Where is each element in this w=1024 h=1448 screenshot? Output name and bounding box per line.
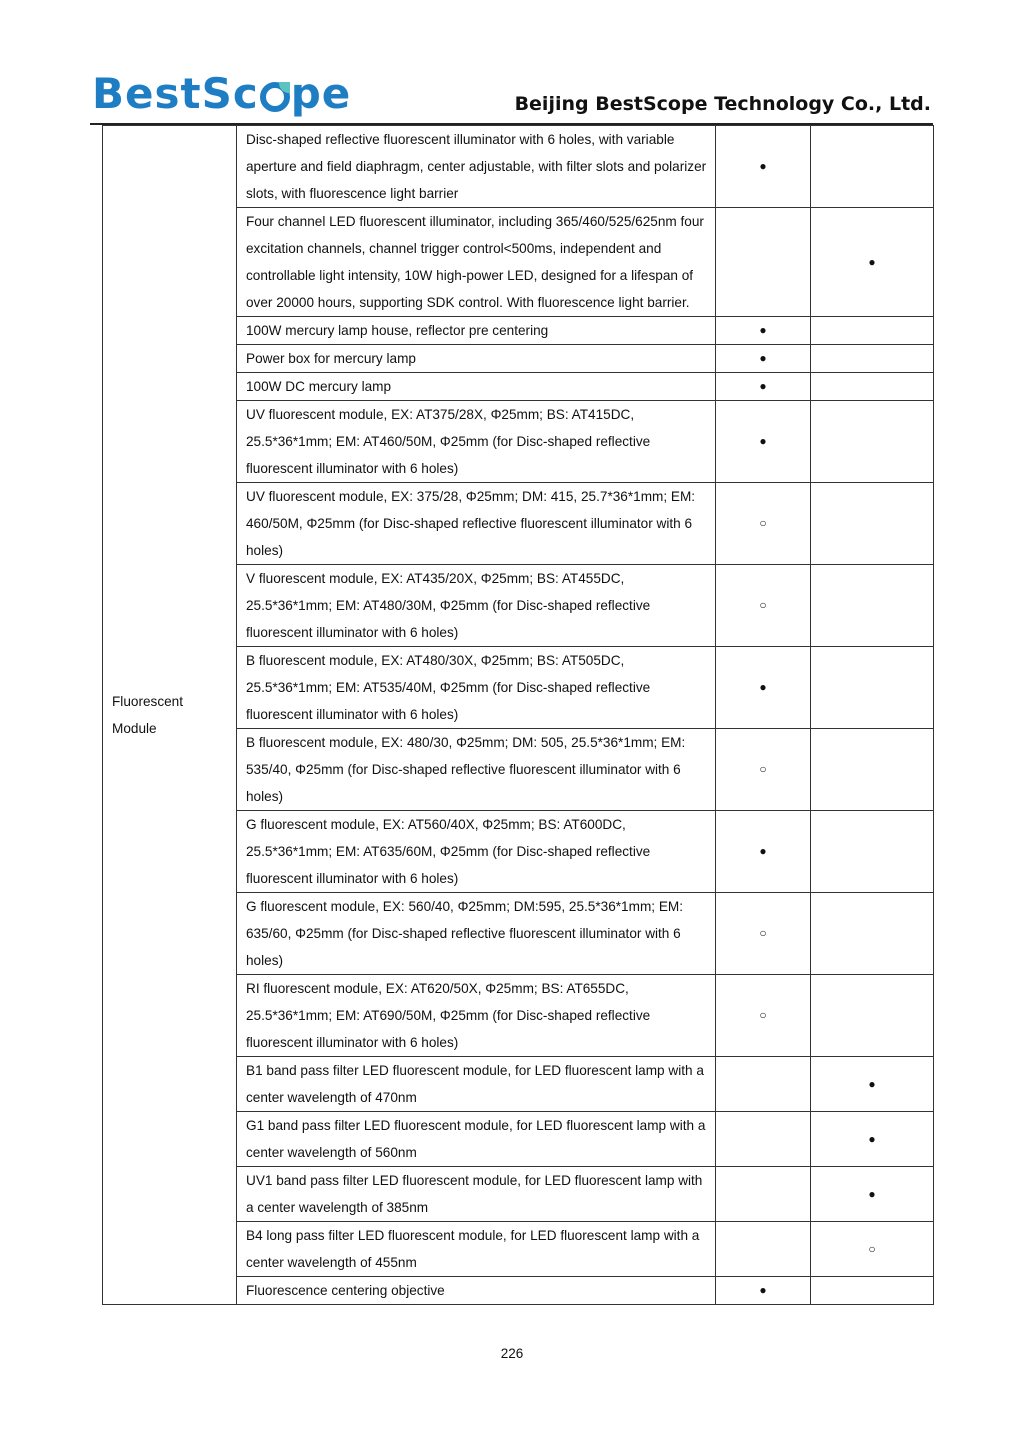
config-mark-standard: ● — [716, 811, 811, 893]
logo-text-start: BestSc — [92, 69, 259, 118]
category-line-1: Fluorescent — [112, 694, 184, 709]
config-mark-alt: ● — [811, 1167, 934, 1222]
description-cell: 100W DC mercury lamp — [237, 373, 716, 401]
config-mark-alt — [811, 345, 934, 373]
config-mark-standard — [716, 208, 811, 317]
bestscope-logo — [92, 70, 351, 118]
company-name: Beijing BestScope Technology Co., Ltd. — [514, 93, 931, 115]
description-cell: Power box for mercury lamp — [237, 345, 716, 373]
config-mark-alt — [811, 893, 934, 975]
config-mark-alt — [811, 373, 934, 401]
description-cell: B4 long pass filter LED fluorescent module, for LED fluorescent lamp with a center wavelength of 455nm — [237, 1222, 716, 1277]
description-cell: G fluorescent module, EX: 560/40, Φ25mm; DM:595, 25.5*36*1mm; EM: 635/60, Φ25mm (for Disc-shaped reflective fluorescent illuminator with 6 holes) — [237, 893, 716, 975]
logo-o-icon — [260, 82, 290, 112]
description-cell: Disc-shaped reflective fluorescent illuminator with 6 holes, with variable aperture and field diaphragm, center adjustable, with filter slots and polarizer slots, with fluorescence light barrier — [237, 126, 716, 208]
config-mark-standard: ● — [716, 126, 811, 208]
config-mark-alt — [811, 483, 934, 565]
description-cell: G1 band pass filter LED fluorescent module, for LED fluorescent lamp with a center wavelength of 560nm — [237, 1112, 716, 1167]
config-mark-standard: ● — [716, 401, 811, 483]
config-mark-standard — [716, 1112, 811, 1167]
config-mark-standard — [716, 1167, 811, 1222]
description-cell: B1 band pass filter LED fluorescent module, for LED fluorescent lamp with a center wavelength of 470nm — [237, 1057, 716, 1112]
config-mark-alt — [811, 811, 934, 893]
config-mark-alt — [811, 565, 934, 647]
description-cell: UV fluorescent module, EX: AT375/28X, Φ25mm; BS: AT415DC, 25.5*36*1mm; EM: AT460/50M, Φ25mm (for Disc-shaped reflective fluorescent illuminator with 6 holes) — [237, 401, 716, 483]
page-number: 226 — [500, 1346, 524, 1361]
spec-table-body — [103, 126, 934, 1305]
config-mark-standard: ○ — [716, 483, 811, 565]
description-cell: V fluorescent module, EX: AT435/20X, Φ25mm; BS: AT455DC, 25.5*36*1mm; EM: AT480/30M, Φ25mm (for Disc-shaped reflective fluorescent illuminator with 6 holes) — [237, 565, 716, 647]
description-cell: RI fluorescent module, EX: AT620/50X, Φ25mm; BS: AT655DC, 25.5*36*1mm; EM: AT690/50M, Φ25mm (for Disc-shaped reflective fluorescent illuminator with 6 holes) — [237, 975, 716, 1057]
category-line-2: Module — [112, 721, 157, 736]
config-mark-standard: ● — [716, 373, 811, 401]
config-mark-standard — [716, 1057, 811, 1112]
description-cell: UV1 band pass filter LED fluorescent module, for LED fluorescent lamp with a center wavelength of 385nm — [237, 1167, 716, 1222]
description-cell: Four channel LED fluorescent illuminator, including 365/460/525/625nm four excitation channels, channel trigger control<500ms, independent and controllable light intensity, 10W high-power LED, designed for a lifespan of over 20000 hours, supporting SDK control. With fluorescence light barrier. — [237, 208, 716, 317]
config-mark-standard: ○ — [716, 729, 811, 811]
table-row — [103, 126, 934, 208]
config-mark-alt: ○ — [811, 1222, 934, 1277]
config-mark-alt — [811, 126, 934, 208]
category-cell — [103, 126, 237, 1305]
config-mark-standard: ○ — [716, 975, 811, 1057]
config-mark-alt — [811, 975, 934, 1057]
config-mark-alt — [811, 317, 934, 345]
config-mark-standard: ○ — [716, 565, 811, 647]
config-mark-standard: ● — [716, 345, 811, 373]
description-cell: UV fluorescent module, EX: 375/28, Φ25mm; DM: 415, 25.7*36*1mm; EM: 460/50M, Φ25mm (for Disc-shaped reflective fluorescent illuminator with 6 holes) — [237, 483, 716, 565]
config-mark-standard — [716, 1222, 811, 1277]
config-mark-alt — [811, 401, 934, 483]
config-mark-standard: ● — [716, 647, 811, 729]
description-cell: G fluorescent module, EX: AT560/40X, Φ25mm; BS: AT600DC, 25.5*36*1mm; EM: AT635/60M, Φ25mm (for Disc-shaped reflective fluorescent illuminator with 6 holes) — [237, 811, 716, 893]
config-mark-alt — [811, 1277, 934, 1305]
config-mark-alt — [811, 729, 934, 811]
config-mark-standard: ● — [716, 1277, 811, 1305]
config-mark-alt: ● — [811, 208, 934, 317]
config-mark-alt — [811, 647, 934, 729]
description-cell: Fluorescence centering objective — [237, 1277, 716, 1305]
config-mark-alt: ● — [811, 1057, 934, 1112]
spec-table — [102, 125, 934, 1305]
description-cell: 100W mercury lamp house, reflector pre centering — [237, 317, 716, 345]
description-cell: B fluorescent module, EX: AT480/30X, Φ25mm; BS: AT505DC, 25.5*36*1mm; EM: AT535/40M, Φ25mm (for Disc-shaped reflective fluorescent illuminator with 6 holes) — [237, 647, 716, 729]
description-cell: B fluorescent module, EX: 480/30, Φ25mm; DM: 505, 25.5*36*1mm; EM: 535/40, Φ25mm (for Disc-shaped reflective fluorescent illuminator with 6 holes) — [237, 729, 716, 811]
config-mark-standard: ○ — [716, 893, 811, 975]
config-mark-standard: ● — [716, 317, 811, 345]
logo-text-end: pe — [290, 69, 352, 118]
config-mark-alt: ● — [811, 1112, 934, 1167]
